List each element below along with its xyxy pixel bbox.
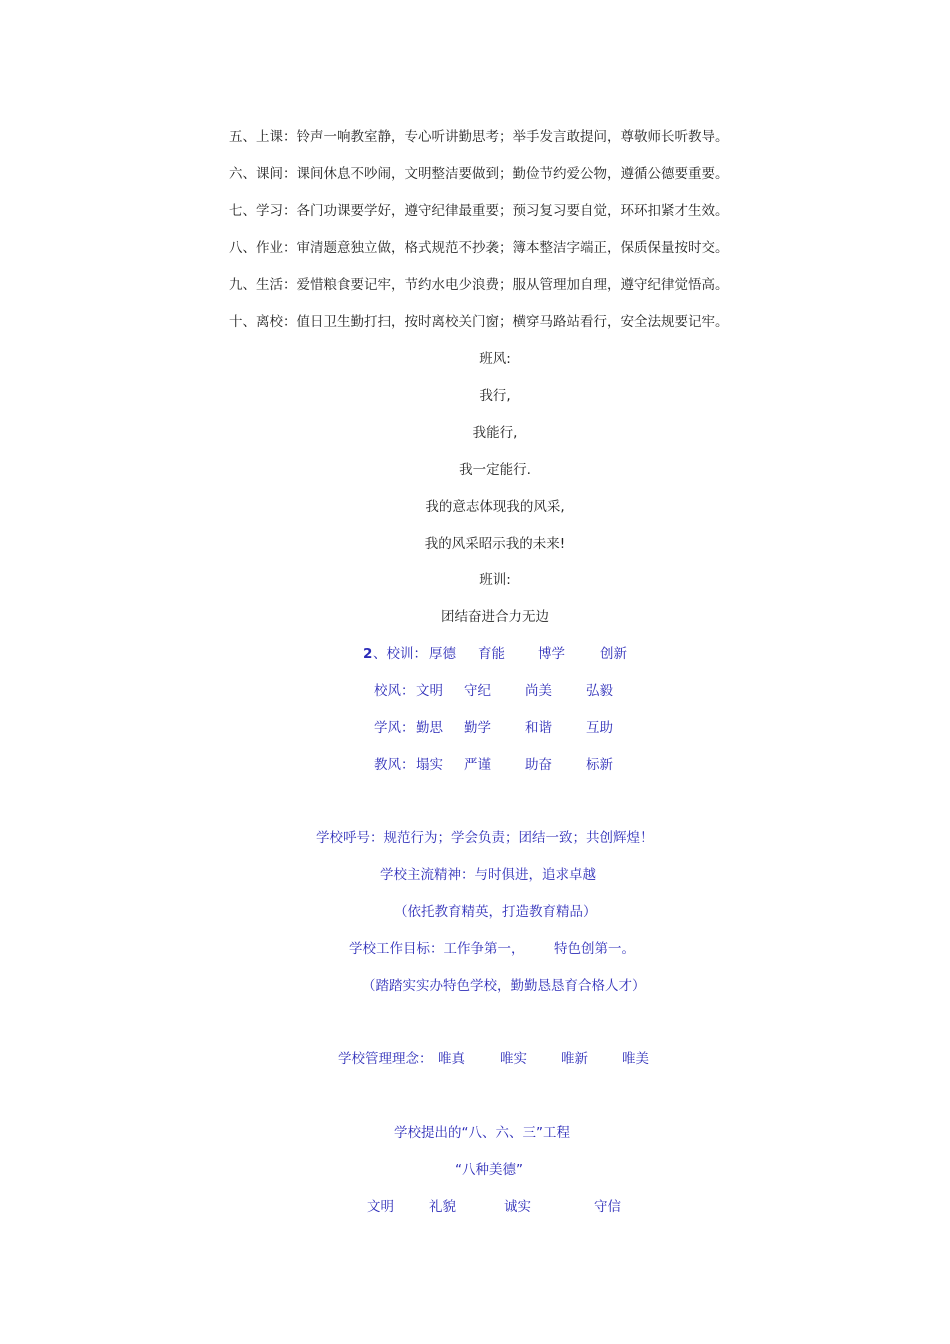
school-ethos-item: 尚美: [525, 683, 552, 699]
teaching-style-item: 塌实: [416, 757, 443, 773]
school-ethos-item: 弘毅: [586, 683, 613, 699]
virtue-item: 诚实: [504, 1199, 531, 1215]
section-number: 2: [363, 646, 373, 662]
virtue-item: 守信: [594, 1199, 621, 1215]
management-item: 唯美: [622, 1051, 649, 1067]
study-style-item: 和谐: [525, 720, 552, 736]
school-goal-label: 学校工作目标：工作争第一，: [349, 941, 525, 957]
school-goal-second: 特色创第一。: [554, 941, 635, 957]
school-goal-note: （踏踏实实办特色学校，勤勤恳恳育合格人才）: [362, 978, 646, 994]
rule-line: 六、课间：课间休息不吵闹，文明整洁要做到；勤俭节约爱公物，遵循公德要重要。: [229, 166, 729, 182]
management-row: [338, 1049, 698, 1069]
class-style-heading: 班风:: [479, 351, 511, 367]
school-goal-row: [349, 939, 689, 959]
virtues-row: [367, 1197, 667, 1217]
school-ethos-item: 守纪: [464, 683, 491, 699]
study-style-item: 互助: [586, 720, 613, 736]
school-motto-row: [363, 644, 663, 664]
school-motto-item: 厚德: [429, 646, 456, 662]
rule-line: 九、生活：爱惜粮食要记牢，节约水电少浪费；服从管理加自理，遵守纪律觉悟高。: [229, 277, 729, 293]
virtue-item: 文明: [367, 1199, 394, 1215]
class-style-line: 我行,: [479, 388, 511, 404]
class-motto-text: 团结奋进合力无边: [441, 609, 549, 625]
teaching-style-item: 助奋: [525, 757, 552, 773]
management-item: 唯实: [500, 1051, 527, 1067]
virtues-title: “八种美德”: [455, 1162, 523, 1178]
class-style-line: 我的风采昭示我的未来!: [424, 536, 566, 552]
school-motto-item: 创新: [600, 646, 627, 662]
management-item: 唯新: [561, 1051, 588, 1067]
school-spirit-note: （依托教育精英，打造教育精品）: [394, 904, 597, 920]
class-style-line: 我一定能行.: [459, 462, 531, 478]
school-ethos-item: 文明: [416, 683, 443, 699]
teaching-style-label: 教风：: [374, 757, 415, 773]
school-motto-label: 、校训：: [373, 646, 427, 662]
study-style-label: 学风：: [374, 720, 415, 736]
management-item: 唯真: [438, 1051, 465, 1067]
rule-line: 七、学习：各门功课要学好，遵守纪律最重要；预习复习要自觉，环环扣紧才生效。: [229, 203, 729, 219]
school-ethos-row: [374, 681, 674, 701]
school-motto-item: 博学: [538, 646, 565, 662]
school-spirit: 学校主流精神：与时俱进，追求卓越: [380, 867, 596, 883]
management-label: 学校管理理念：: [338, 1051, 433, 1067]
virtue-item: 礼貌: [429, 1199, 456, 1215]
study-style-item: 勤学: [464, 720, 491, 736]
rule-line: 八、作业：审清题意独立做，格式规范不抄袭；簿本整洁字端正，保质保量按时交。: [229, 240, 729, 256]
school-slogan: 学校呼号：规范行为；学会负责；团结一致；共创辉煌！: [316, 830, 654, 846]
study-style-row: [374, 718, 674, 738]
teaching-style-item: 严谨: [464, 757, 491, 773]
class-motto-heading: 班训:: [479, 572, 511, 588]
project-title: 学校提出的“八、六、三”工程: [394, 1125, 570, 1141]
teaching-style-row: [374, 755, 674, 775]
rule-line: 十、离校：值日卫生勤打扫，按时离校关门窗；横穿马路站看行，安全法规要记牢。: [229, 314, 729, 330]
class-style-line: 我的意志体现我的风采,: [425, 499, 565, 515]
school-ethos-label: 校风：: [374, 683, 415, 699]
teaching-style-item: 标新: [586, 757, 613, 773]
study-style-item: 勤思: [416, 720, 443, 736]
school-motto-item: 育能: [478, 646, 505, 662]
class-style-line: 我能行,: [472, 425, 518, 441]
rule-line: 五、上课：铃声一响教室静，专心听讲勤思考；举手发言敢提问，尊敬师长听教导。: [229, 129, 729, 145]
